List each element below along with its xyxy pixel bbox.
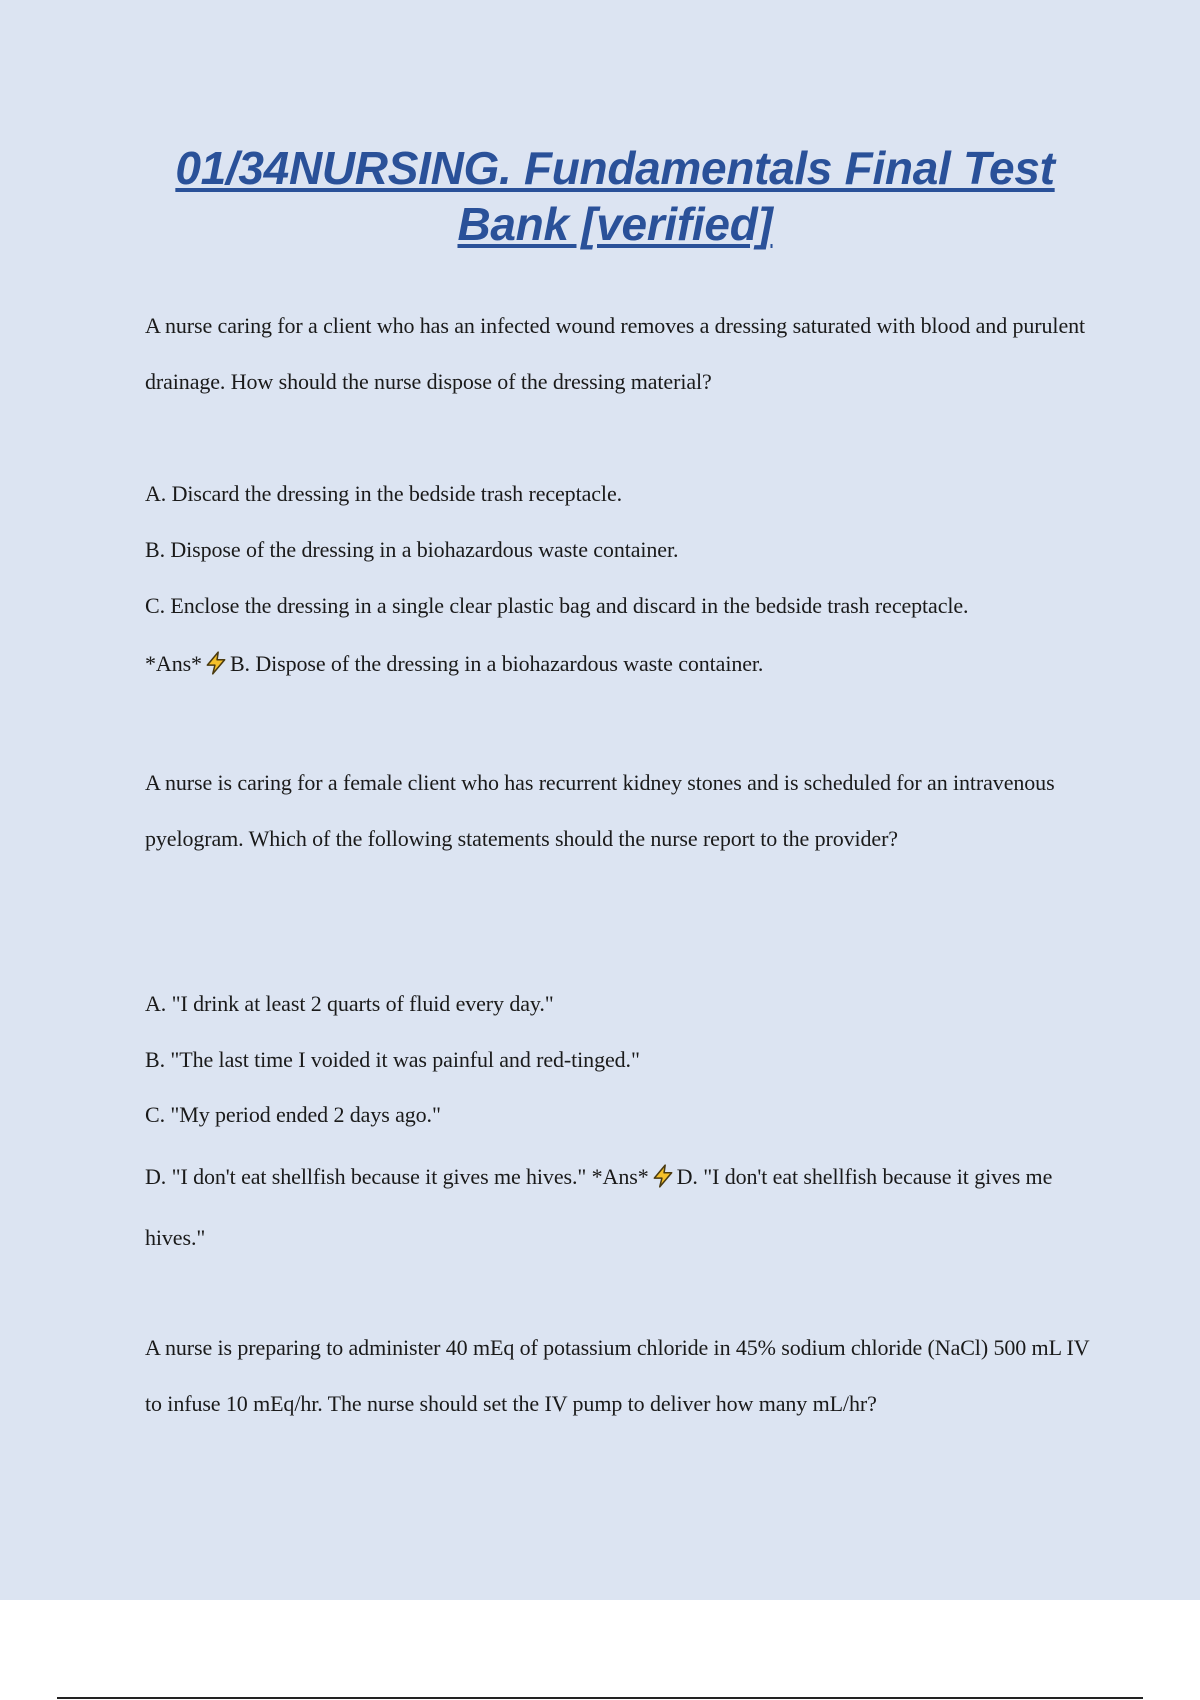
footer-divider bbox=[57, 1697, 1143, 1699]
question-2-option-a: A. "I drink at least 2 quarts of fluid every day." bbox=[145, 991, 554, 1016]
answer-text: D. "I don't eat shellfish because it gives me hives." bbox=[145, 1164, 1053, 1250]
question-2-option-b: B. "The last time I voided it was painful and red-tinged." bbox=[145, 1047, 640, 1072]
question-2-option-d-with-answer bbox=[145, 1146, 1095, 1268]
question-1-option-c: C. Enclose the dressing in a single clear plastic bag and discard in the bedside trash receptacle. bbox=[145, 593, 969, 618]
document-title: 01/34NURSING. Fundamentals Final Test Bank [verified] bbox=[175, 142, 1055, 250]
lightning-bolt-icon bbox=[203, 650, 229, 676]
question-1-stem: A nurse caring for a client who has an infected wound removes a dressing saturated with blood and purulent drainage. How should the nurse dispose of the dressing material? bbox=[145, 313, 1086, 394]
answer-prefix: *Ans* bbox=[145, 651, 202, 676]
answer-text: B. Dispose of the dressing in a biohazardous waste container. bbox=[229, 651, 764, 676]
question-1-option-b: B. Dispose of the dressing in a biohazardous waste container. bbox=[145, 537, 679, 562]
lightning-bolt-icon bbox=[650, 1163, 676, 1189]
question-3-stem: A nurse is preparing to administer 40 mEq of potassium chloride in 45% sodium chloride (NaCl) 500 mL IV to infuse 10 mEq/hr. The nurse should set the IV pump to deliver how many mL/hr? bbox=[145, 1335, 1090, 1416]
question-1-answer bbox=[145, 636, 1095, 692]
question-2-option-c: C. "My period ended 2 days ago." bbox=[145, 1102, 441, 1127]
question-2-stem: A nurse is caring for a female client who has recurrent kidney stones and is scheduled for an intravenous pyelogram. Which of the following statements should the nurse report to the provider? bbox=[145, 770, 1055, 851]
question-1-option-a: A. Discard the dressing in the bedside trash receptacle. bbox=[145, 481, 623, 506]
answer-prefix: *Ans* bbox=[591, 1164, 649, 1189]
question-2-option-d: D. "I don't eat shellfish because it gives me hives." bbox=[145, 1164, 587, 1189]
